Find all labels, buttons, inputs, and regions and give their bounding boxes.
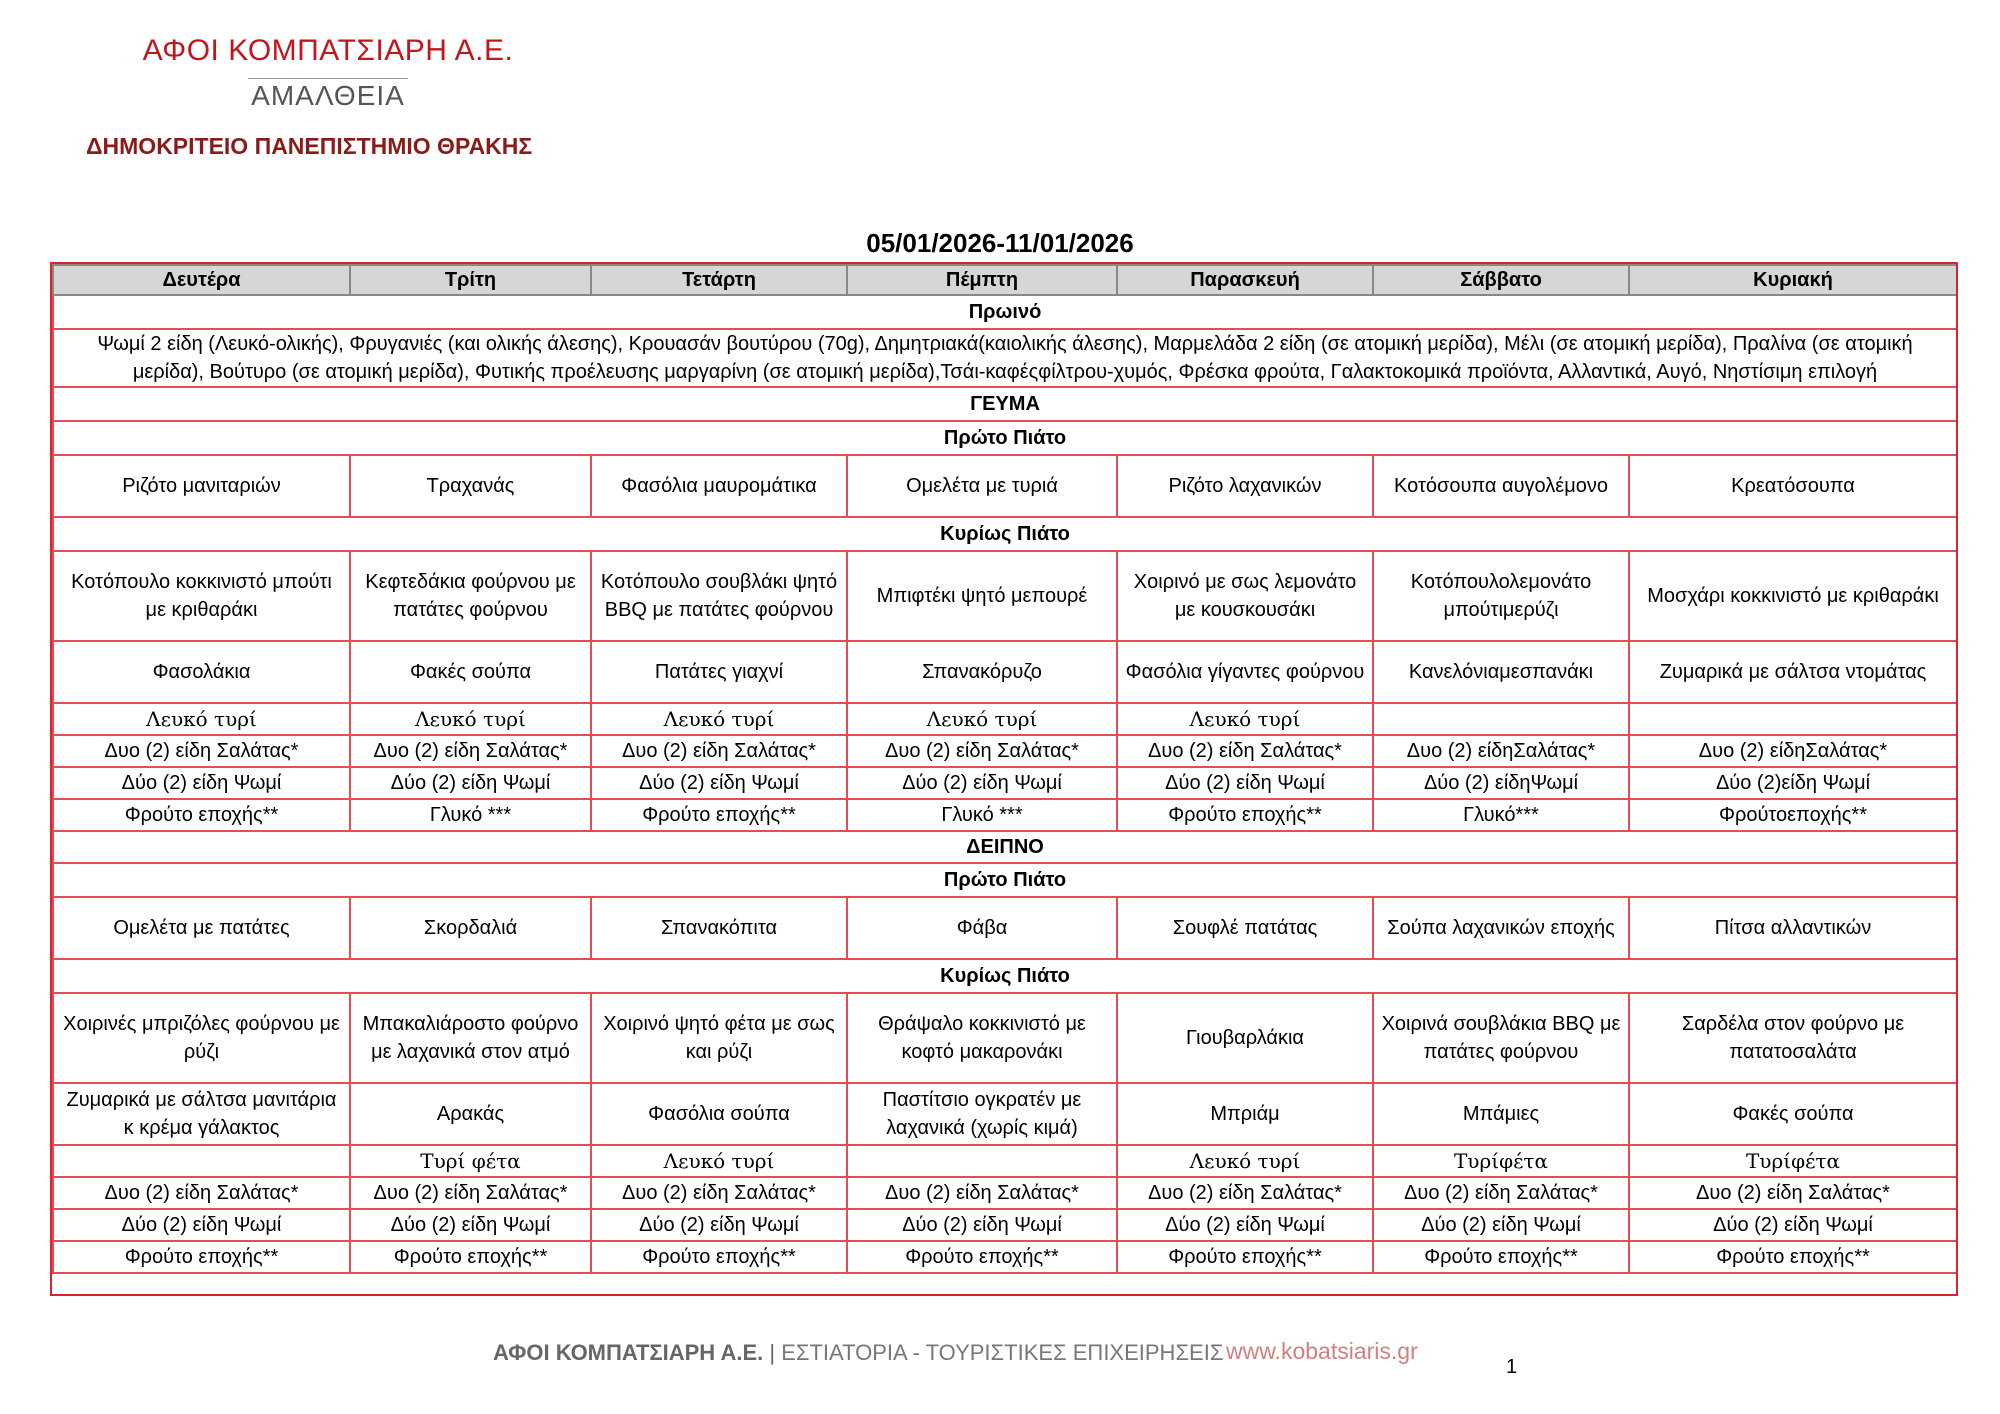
lunch-cheese-row	[53, 703, 1957, 735]
date-range-title: 05/01/2026-11/01/2026	[866, 228, 1134, 258]
dinner-dessert-cell: Φρούτο εποχής**	[350, 1241, 591, 1273]
lunch-alt-cell: Πατάτες γιαχνί	[591, 641, 847, 703]
dinner-bread-cell: Δύο (2) είδη Ψωμί	[591, 1209, 847, 1241]
page-number: 1	[1506, 1356, 1518, 1378]
lunch-salad-cell: Δυο (2) είδη Σαλάτας*	[591, 735, 847, 767]
dinner-main-cell: Μπακαλιάροστο φούρνο με λαχανικά στον ατμό	[350, 993, 591, 1083]
footer-website-link[interactable]: www.kobatsiaris.gr	[1226, 1338, 1418, 1364]
dinner-cheese-cell: Τυρίφέτα	[1373, 1145, 1629, 1177]
day-header: Πέμπτη	[847, 265, 1117, 295]
lunch-alt-cell: Ζυμαρικά με σάλτσα ντομάτας	[1629, 641, 1957, 703]
dinner-salad-cell: Δυο (2) είδη Σαλάτας*	[1373, 1177, 1629, 1209]
lunch-first-cell: Κρεατόσουπα	[1629, 455, 1957, 517]
lunch-bread-cell: Δύο (2) είδη Ψωμί	[350, 767, 591, 799]
brand-logo-text: ΑΜΑΛΘΕΙΑ	[251, 80, 405, 111]
dinner-dessert-cell: Φρούτο εποχής**	[53, 1241, 350, 1273]
lunch-salad-cell: Δυο (2) είδη Σαλάτας*	[53, 735, 350, 767]
lunch-cheese-cell: Λευκό τυρί	[591, 703, 847, 735]
lunch-bread-cell: Δύο (2) είδηΨωμί	[1373, 767, 1629, 799]
breakfast-title-row	[53, 295, 1957, 329]
lunch-main-cell: Κοτόπουλολεμονάτο μπούτιμερύζι	[1373, 551, 1629, 641]
weekly-menu-table	[52, 264, 1958, 1274]
dinner-salad-row	[53, 1177, 1957, 1209]
dinner-cheese-cell: Λευκό τυρί	[1117, 1145, 1373, 1177]
company-logo-text: ΑΦΟΙ ΚΟΜΠΑΤΣΙΑΡΗ Α.Ε.	[142, 34, 514, 67]
dinner-alt-cell: Φακές σούπα	[1629, 1083, 1957, 1145]
lunch-title: ΓΕΥΜΑ	[53, 387, 1957, 421]
university-title: ΔΗΜΟΚΡΙΤΕΙΟ ΠΑΝΕΠΙΣΤΗΜΙΟ ΘΡΑΚΗΣ	[86, 133, 533, 159]
lunch-main-cell: Μοσχάρι κοκκινιστό με κριθαράκι	[1629, 551, 1957, 641]
dinner-bread-cell: Δύο (2) είδη Ψωμί	[1629, 1209, 1957, 1241]
footer-separator: |	[769, 1340, 776, 1365]
lunch-cheese-cell: Λευκό τυρί	[847, 703, 1117, 735]
dinner-bread-cell: Δύο (2) είδη Ψωμί	[847, 1209, 1117, 1241]
lunch-first-row	[53, 455, 1957, 517]
dinner-bread-cell: Δύο (2) είδη Ψωμί	[350, 1209, 591, 1241]
dinner-cheese-cell: Τυρίφέτα	[1629, 1145, 1957, 1177]
dinner-title: ΔΕΙΠΝΟ	[53, 831, 1957, 863]
lunch-title-row	[53, 387, 1957, 421]
lunch-main-course-title: Κυρίως Πιάτο	[53, 517, 1957, 551]
breakfast-text: Ψωμί 2 είδη (Λευκό-ολικής), Φρυγανιές (και ολικής άλεσης), Κρουασάν βουτύρου (70g), Δημητριακά(καιολικής άλεσης), Μαρμελάδα 2 είδη (σε ατομική μερίδα), Μέλι (σε ατομική μερίδα), Πραλίνα (σε ατομική μερίδα), Βούτυρο (σε ατομική μερίδα), Φυτικής προέλευσης μαργαρίνη (σε ατομική μερίδα),Τσάι-καφέςφίλτρου-χυμός, Φρέσκα φρούτα, Γαλακτοκομικά προϊόντα, Αλλαντικά, Αυγό, Νηστίσιμη επιλογή	[53, 329, 1957, 387]
day-header: Κυριακή	[1629, 265, 1957, 295]
lunch-dessert-row	[53, 799, 1957, 831]
lunch-dessert-cell: Γλυκό***	[1373, 799, 1629, 831]
lunch-cheese-cell: Λευκό τυρί	[350, 703, 591, 735]
day-header: Παρασκευή	[1117, 265, 1373, 295]
dinner-alt-cell: Αρακάς	[350, 1083, 591, 1145]
dinner-first-cell: Φάβα	[847, 897, 1117, 959]
dinner-main-cell: Χοιρινές μπριζόλες φούρνου με ρύζι	[53, 993, 350, 1083]
lunch-first-cell: Ριζότο λαχανικών	[1117, 455, 1373, 517]
dinner-first-cell: Ομελέτα με πατάτες	[53, 897, 350, 959]
lunch-first-cell: Φασόλια μαυρομάτικα	[591, 455, 847, 517]
dinner-dessert-row	[53, 1241, 1957, 1273]
dinner-alt-cell: Παστίτσιο ογκρατέν με λαχανικά (χωρίς κιμά)	[847, 1083, 1117, 1145]
dinner-alt-cell: Ζυμαρικά με σάλτσα μανιτάρια κ κρέμα γάλακτος	[53, 1083, 350, 1145]
dinner-alt-cell: Φασόλια σούπα	[591, 1083, 847, 1145]
lunch-salad-cell: Δυο (2) είδηΣαλάτας*	[1373, 735, 1629, 767]
dinner-salad-cell: Δυο (2) είδη Σαλάτας*	[1117, 1177, 1373, 1209]
dinner-salad-cell: Δυο (2) είδη Σαλάτας*	[1629, 1177, 1957, 1209]
footer-subtitle: ΕΣΤΙΑΤΟΡΙΑ - ΤΟΥΡΙΣΤΙΚΕΣ ΕΠΙΧΕΙΡΗΣΕΙΣ	[781, 1340, 1224, 1365]
lunch-main-cell: Χοιρινό με σως λεμονάτο με κουσκουσάκι	[1117, 551, 1373, 641]
dinner-alt-cell: Μπάμιες	[1373, 1083, 1629, 1145]
lunch-alt-cell: Κανελόνιαμεσπανάκι	[1373, 641, 1629, 703]
dinner-dessert-cell: Φρούτο εποχής**	[847, 1241, 1117, 1273]
lunch-cheese-cell: Λευκό τυρί	[1117, 703, 1373, 735]
dinner-cheese-cell	[847, 1145, 1117, 1177]
lunch-bread-row	[53, 767, 1957, 799]
dinner-main-cell: Χοιρινό ψητό φέτα με σως και ρύζι	[591, 993, 847, 1083]
lunch-main-row	[53, 551, 1957, 641]
lunch-main-title-row	[53, 517, 1957, 551]
day-header: Τετάρτη	[591, 265, 847, 295]
footer-company	[493, 1340, 1223, 1366]
lunch-bread-cell: Δύο (2) είδη Ψωμί	[847, 767, 1117, 799]
breakfast-title: Πρωινό	[53, 295, 1957, 329]
lunch-dessert-cell: Γλυκό ***	[350, 799, 591, 831]
lunch-bread-cell: Δύο (2) είδη Ψωμί	[1117, 767, 1373, 799]
lunch-main-cell: Κεφτεδάκια φούρνου με πατάτες φούρνου	[350, 551, 591, 641]
lunch-alt-cell: Φασόλια γίγαντες φούρνου	[1117, 641, 1373, 703]
dinner-salad-cell: Δυο (2) είδη Σαλάτας*	[53, 1177, 350, 1209]
dinner-salad-cell: Δυο (2) είδη Σαλάτας*	[350, 1177, 591, 1209]
dinner-dessert-cell: Φρούτο εποχής**	[591, 1241, 847, 1273]
lunch-dessert-cell: Φρούτο εποχής**	[591, 799, 847, 831]
lunch-alt-cell: Φασολάκια	[53, 641, 350, 703]
day-header: Τρίτη	[350, 265, 591, 295]
lunch-first-course-title: Πρώτο Πιάτο	[53, 421, 1957, 455]
dinner-title-row	[53, 831, 1957, 863]
day-header: Δευτέρα	[53, 265, 350, 295]
days-header-row	[53, 265, 1957, 295]
lunch-cheese-cell: Λευκό τυρί	[53, 703, 350, 735]
lunch-first-title-row	[53, 421, 1957, 455]
dinner-bread-cell: Δύο (2) είδη Ψωμί	[53, 1209, 350, 1241]
dinner-cheese-row	[53, 1145, 1957, 1177]
dinner-dessert-cell: Φρούτο εποχής**	[1373, 1241, 1629, 1273]
lunch-main-cell: Μπιφτέκι ψητό μεπουρέ	[847, 551, 1117, 641]
lunch-dessert-cell: Φρούτο εποχής**	[1117, 799, 1373, 831]
dinner-bread-cell: Δύο (2) είδη Ψωμί	[1373, 1209, 1629, 1241]
lunch-main-cell: Κοτόπουλο σουβλάκι ψητό BBQ με πατάτες φούρνου	[591, 551, 847, 641]
dinner-main-cell: Γιουβαρλάκια	[1117, 993, 1373, 1083]
dinner-cheese-cell	[53, 1145, 350, 1177]
lunch-salad-row	[53, 735, 1957, 767]
dinner-main-cell: Χοιρινά σουβλάκια BBQ με πατάτες φούρνου	[1373, 993, 1629, 1083]
dinner-cheese-cell: Λευκό τυρί	[591, 1145, 847, 1177]
dinner-main-row	[53, 993, 1957, 1083]
lunch-dessert-cell: Φρούτο εποχής**	[53, 799, 350, 831]
dinner-first-cell: Σπανακόπιτα	[591, 897, 847, 959]
dinner-first-cell: Σουφλέ πατάτας	[1117, 897, 1373, 959]
dinner-cheese-cell: Τυρί φέτα	[350, 1145, 591, 1177]
lunch-bread-cell: Δύο (2) είδη Ψωμί	[53, 767, 350, 799]
dinner-first-title-row	[53, 863, 1957, 897]
footer-company-name: ΑΦΟΙ ΚΟΜΠΑΤΣΙΑΡΗ Α.Ε.	[493, 1340, 764, 1365]
day-header: Σάββατο	[1373, 265, 1629, 295]
weekly-menu-frame	[52, 264, 1956, 1294]
lunch-first-cell: Κοτόσουπα αυγολέμονο	[1373, 455, 1629, 517]
lunch-salad-cell: Δυο (2) είδηΣαλάτας*	[1629, 735, 1957, 767]
lunch-salad-cell: Δυο (2) είδη Σαλάτας*	[847, 735, 1117, 767]
lunch-alt-cell: Σπανακόρυζο	[847, 641, 1117, 703]
dinner-main-cell: Θράψαλο κοκκινιστό με κοφτό μακαρονάκι	[847, 993, 1117, 1083]
dinner-main-cell: Σαρδέλα στον φούρνο με πατατοσαλάτα	[1629, 993, 1957, 1083]
lunch-first-cell: Τραχανάς	[350, 455, 591, 517]
lunch-salad-cell: Δυο (2) είδη Σαλάτας*	[1117, 735, 1373, 767]
dinner-first-row	[53, 897, 1957, 959]
lunch-dessert-cell: Γλυκό ***	[847, 799, 1117, 831]
lunch-salad-cell: Δυο (2) είδη Σαλάτας*	[350, 735, 591, 767]
lunch-cheese-cell	[1629, 703, 1957, 735]
dinner-first-cell: Πίτσα αλλαντικών	[1629, 897, 1957, 959]
dinner-bread-row	[53, 1209, 1957, 1241]
dinner-alt-cell: Μπριάμ	[1117, 1083, 1373, 1145]
dinner-main-title-row	[53, 959, 1957, 993]
logo-divider	[248, 78, 408, 79]
dinner-main-course-title: Κυρίως Πιάτο	[53, 959, 1957, 993]
lunch-alt-cell: Φακές σούπα	[350, 641, 591, 703]
lunch-cheese-cell	[1373, 703, 1629, 735]
dinner-first-course-title: Πρώτο Πιάτο	[53, 863, 1957, 897]
lunch-first-cell: Ριζότο μανιταριών	[53, 455, 350, 517]
dinner-dessert-cell: Φρούτο εποχής**	[1117, 1241, 1373, 1273]
dinner-first-cell: Σκορδαλιά	[350, 897, 591, 959]
lunch-bread-cell: Δύο (2)είδη Ψωμί	[1629, 767, 1957, 799]
dinner-salad-cell: Δυο (2) είδη Σαλάτας*	[591, 1177, 847, 1209]
lunch-first-cell: Ομελέτα με τυριά	[847, 455, 1117, 517]
dinner-bread-cell: Δύο (2) είδη Ψωμί	[1117, 1209, 1373, 1241]
lunch-dessert-cell: Φρούτοεποχής**	[1629, 799, 1957, 831]
dinner-salad-cell: Δυο (2) είδη Σαλάτας*	[847, 1177, 1117, 1209]
dinner-dessert-cell: Φρούτο εποχής**	[1629, 1241, 1957, 1273]
dinner-alt-row	[53, 1083, 1957, 1145]
lunch-main-cell: Κοτόπουλο κοκκινιστό μπούτι με κριθαράκι	[53, 551, 350, 641]
lunch-alt-row	[53, 641, 1957, 703]
lunch-bread-cell: Δύο (2) είδη Ψωμί	[591, 767, 847, 799]
dinner-first-cell: Σούπα λαχανικών εποχής	[1373, 897, 1629, 959]
breakfast-row	[53, 329, 1957, 387]
